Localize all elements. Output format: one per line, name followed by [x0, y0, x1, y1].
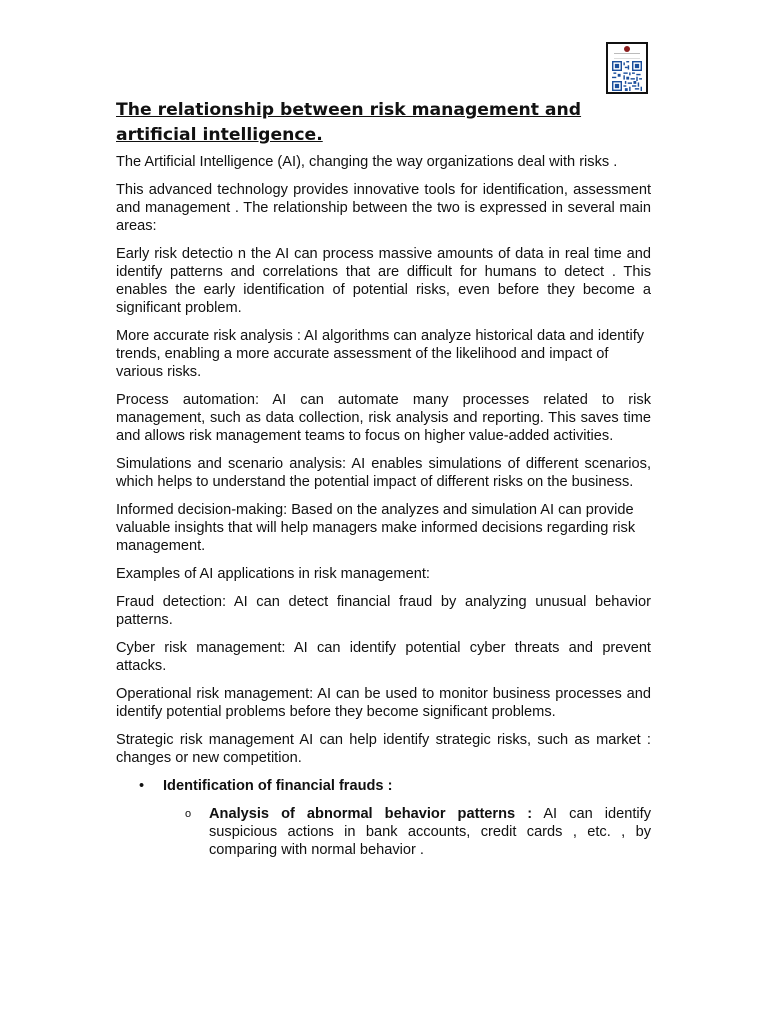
paragraph-intro: The Artificial Intelligence (AI), changing the way organizations deal with risks . — [116, 154, 618, 170]
sub-list-item-abnormal-behavior — [116, 805, 651, 859]
paragraph-process-automation: Process automation: AI can automate many processes related to risk management, such as data collection, risk analysis and reporting. This saves time and allows risk management teams to focus on higher value-added activities. — [116, 392, 651, 444]
paragraph-overview: This advanced technology provides innovative tools for identification, assessment and management . The relationship between the two is expressed in several main areas: — [116, 182, 651, 234]
document-title: The relationship between risk management and artificial intelligence. — [116, 100, 582, 145]
qr-code-badge — [606, 42, 648, 94]
bullet-label: Identification of financial frauds : — [163, 778, 393, 794]
paragraph-simulations: Simulations and scenario analysis: AI enables simulations of different scenarios, which helps to understand the potential impact of different risks on the business. — [116, 456, 651, 490]
badge-caption-lines — [614, 53, 640, 59]
bullet-icon: • — [139, 778, 145, 794]
sub-bullet-label: Analysis of abnormal behavior patterns : — [209, 806, 533, 822]
paragraph-decision-making: Informed decision-making: Based on the analyzes and simulation AI can provide valuable insights that will help managers make informed decisions regarding risk management. — [116, 502, 636, 554]
paragraph-early-detection: Early risk detectio n the AI can process massive amounts of data in real time and identify patterns and correlations that are difficult for humans to detect . This enables the early identification of potential risks, even before they become a significant problem. — [116, 246, 651, 316]
sub-bullet-text: AI can identify suspicious actions in bank accounts, credit cards , etc. , by comparing with normal behavior . — [209, 806, 651, 858]
paragraph-risk-analysis: More accurate risk analysis : AI algorithms can analyze historical data and identify trends, enabling a more accurate assessment of the likelihood and impact of various risks. — [116, 328, 645, 380]
paragraph-examples-heading: Examples of AI applications in risk management: — [116, 566, 430, 582]
paragraph-cyber-risk: Cyber risk management: AI can identify potential cyber threats and prevent attacks. — [116, 640, 651, 674]
list-item-financial-frauds — [116, 777, 651, 795]
qr-code-icon — [612, 61, 642, 91]
document-body — [116, 98, 651, 869]
paragraph-strategic-risk: Strategic risk management AI can help identify strategic risks, such as market : changes or new competition. — [116, 732, 651, 766]
paragraph-fraud-detection: Fraud detection: AI can detect financial fraud by analyzing unusual behavior patterns. — [116, 594, 651, 628]
paragraph-operational-risk: Operational risk management: AI can be used to monitor business processes and identify potential problems before they become significant problems. — [116, 686, 651, 720]
badge-logo-icon — [624, 46, 630, 52]
sub-bullet-icon: o — [185, 808, 192, 820]
